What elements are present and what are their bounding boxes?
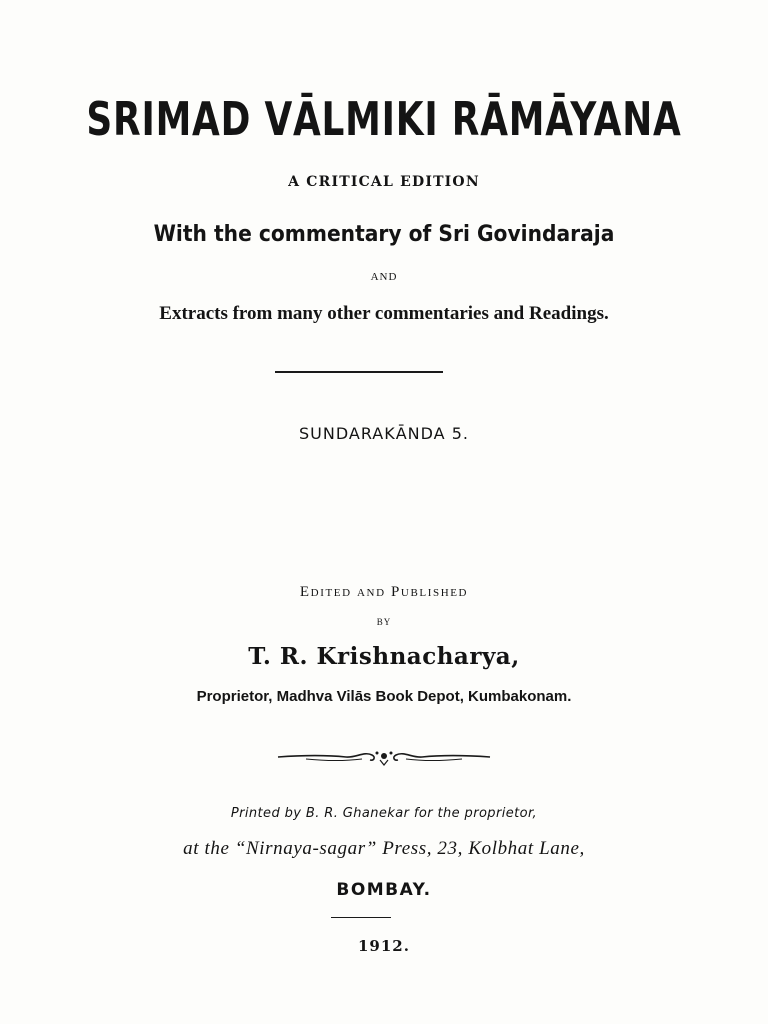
extracts-line: Extracts from many other commentaries and Readings. — [159, 303, 609, 324]
publication-year: 1912. — [358, 937, 410, 955]
short-divider-rule — [331, 917, 391, 918]
publication-city: BOMBAY. — [336, 880, 432, 900]
divider-rule — [275, 371, 443, 373]
edited-published-line: Edited and Published — [299, 584, 469, 600]
book-title: SRIMAD VĀLMIKI RĀMĀYANA — [86, 92, 682, 146]
edition-subtitle: A CRITICAL EDITION — [288, 174, 480, 190]
author-affiliation: Proprietor, Madhva Vilās Book Depot, Kumbakonam. — [196, 688, 572, 705]
author-name: T. R. Krishnacharya, — [248, 643, 520, 670]
press-address: at the “Nirnaya-sagar” Press, 23, Kolbhat Lane, — [183, 838, 585, 859]
scroll-flourish-icon — [276, 745, 492, 769]
commentary-line: With the commentary of Sri Govindaraja — [153, 222, 615, 247]
and-conjunction: AND — [370, 271, 398, 283]
kanda-label: SUNDARAKĀNDA 5. — [299, 424, 469, 443]
printer-line: Printed by B. R. Ghanekar for the proprietor, — [230, 806, 538, 821]
by-label: BY — [376, 617, 392, 627]
